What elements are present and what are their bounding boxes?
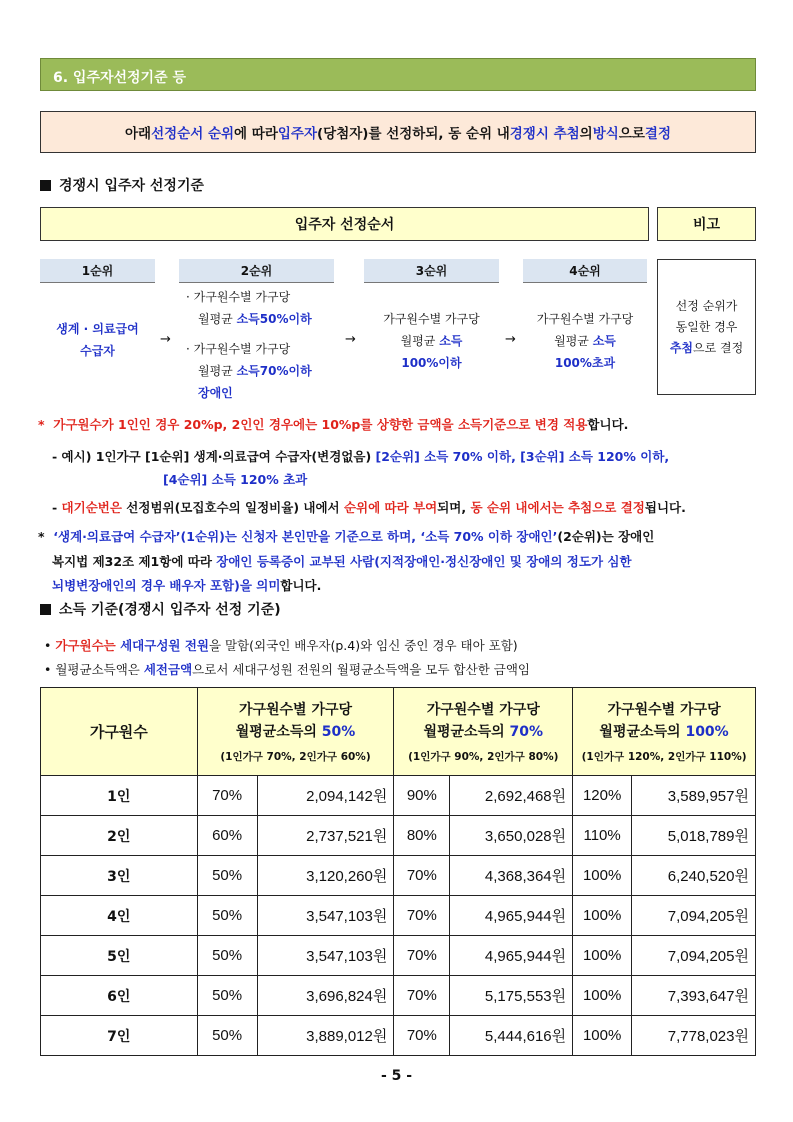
cell-amount-50: 3,120,260원 [257, 856, 394, 896]
note-definition-line2a: 복지법 제32조 제1항에 따라 [52, 554, 217, 569]
cell-pct-70: 70% [394, 896, 450, 936]
cell-amount-70: 5,175,553원 [450, 976, 573, 1016]
table-row [41, 856, 756, 896]
rank-2-b3: 소득70%이하 [236, 364, 312, 378]
cell-amount-100: 7,094,205원 [632, 936, 756, 976]
cell-pct-70: 70% [394, 1016, 450, 1056]
note-waitlist-red2: 순위에 따라 부여 [343, 500, 438, 515]
rank-1-content [40, 318, 155, 362]
note-waitlist-mid2: 되며, [437, 500, 471, 515]
col-group-50-l2b: 50% [321, 724, 356, 740]
cell-pct-50: 50% [197, 896, 257, 936]
note-waitlist-red3: 동 순위 내에서는 추첨으로 결정 [470, 500, 645, 515]
note-definition-end1: (2순위)는 장애인 [557, 529, 655, 544]
rank-2-b2: 월평균 [198, 364, 237, 378]
rank-1-line1: 생계 · 의료급여 [56, 322, 139, 336]
cell-pct-50: 50% [197, 856, 257, 896]
rank-4-label: 4순위 [523, 259, 647, 283]
note-income-adjust-red: 가구원수가 1인인 경우 20%p, 2인인 경우에는 10%p를 상향한 금액을 소득기준으로 변경 적용 [53, 417, 588, 432]
cell-household: 4인 [41, 896, 198, 936]
rank-2-label: 2순위 [179, 259, 334, 283]
rank-4-line3: 100%초과 [554, 356, 616, 370]
bullet2-a: 월평균소득액은 [55, 662, 144, 677]
rank-4-content [523, 308, 647, 374]
page-number: - 5 - [380, 1068, 413, 1084]
income-table [40, 687, 756, 1056]
rank-4-line1: 가구원수별 가구당 [536, 312, 634, 326]
cell-amount-100: 7,393,647원 [632, 976, 756, 1016]
cell-pct-100: 100% [573, 936, 632, 976]
note-definition-line2 [52, 550, 632, 573]
intro-text-5: (당첨자)를 선정하되, 동 순위 내 [317, 126, 510, 142]
cell-pct-100: 100% [573, 1016, 632, 1056]
table-row [41, 816, 756, 856]
cell-pct-50: 70% [197, 776, 257, 816]
cell-amount-100: 7,094,205원 [632, 896, 756, 936]
rank-4-line2a: 월평균 [554, 334, 593, 348]
note-definition-blue2: 장애인 등록증이 교부된 사람(지적장애인·정신장애인 및 장애의 정도가 심한 [216, 554, 632, 569]
subhead-income-criteria [40, 599, 281, 619]
bullet2-rest: 으로서 세대구성원 전원의 월평균소득액을 모두 합산한 금액임 [192, 662, 530, 677]
col-group-100-sub: (1인가구 120%, 2인가구 110%) [581, 751, 747, 763]
col-group-100-l2b: 100% [685, 724, 729, 740]
cell-pct-100: 100% [573, 896, 632, 936]
section-header: 6. 입주자선정기준 등 [40, 58, 756, 91]
cell-pct-50: 50% [197, 976, 257, 1016]
order-title: 입주자 선정순서 [40, 207, 649, 241]
cell-pct-50: 50% [197, 1016, 257, 1056]
table-header-row [41, 688, 756, 776]
intro-box [40, 111, 756, 153]
cell-pct-70: 80% [394, 816, 450, 856]
note-definition [38, 525, 654, 548]
bullet-household-members [44, 636, 518, 654]
arrow-right-icon: → [505, 332, 516, 347]
cell-amount-50: 3,547,103원 [257, 936, 394, 976]
note-title: 비고 [657, 207, 756, 241]
cell-amount-70: 3,650,028원 [450, 816, 573, 856]
cell-household: 7인 [41, 1016, 198, 1056]
arrow-right-icon: → [345, 332, 356, 347]
cell-amount-70: 4,965,944원 [450, 896, 573, 936]
rank-2-b1: · 가구원수별 가구당 [186, 342, 291, 356]
note-definition-star: * [38, 529, 45, 544]
cell-pct-70: 90% [394, 776, 450, 816]
rank-2-b4: 장애인 [198, 386, 233, 400]
subhead-selection-criteria [40, 175, 204, 195]
note-definition-line3 [52, 574, 321, 597]
col-group-70-l2b: 70% [509, 724, 544, 740]
rank-2-a2: 월평균 [198, 312, 237, 326]
bullet1-red: 가구원수는 [55, 638, 121, 653]
rank-3-line2b: 소득 [439, 334, 463, 348]
rank-3-label: 3순위 [364, 259, 499, 283]
cell-pct-70: 70% [394, 936, 450, 976]
subhead-selection-text: 경쟁시 입주자 선정기준 [59, 178, 204, 194]
col-household-size: 가구원수 [41, 688, 198, 776]
rank-2-a3: 소득50%이하 [236, 312, 312, 326]
note-definition-end2: 합니다. [280, 578, 322, 593]
intro-text-7: 의 [579, 126, 593, 142]
cell-amount-70: 2,692,468원 [450, 776, 573, 816]
note-waitlist-mid: 선정범위(모집호수의 일정비율) 내에서 [121, 500, 344, 515]
intro-text-8: 방식 [592, 126, 619, 142]
square-bullet-icon [40, 604, 51, 615]
col-group-70-l1: 가구원수별 가구당 [426, 702, 540, 718]
cell-amount-100: 6,240,520원 [632, 856, 756, 896]
cell-household: 5인 [41, 936, 198, 976]
cell-amount-50: 3,696,824원 [257, 976, 394, 1016]
note-line2: 동일한 경우 [675, 319, 738, 334]
bullet2-blue: 세전금액 [143, 662, 193, 677]
note-line3b: 으로 결정 [693, 340, 744, 355]
cell-amount-70: 4,965,944원 [450, 936, 573, 976]
intro-text-10: 결정 [644, 126, 671, 142]
cell-amount-50: 3,889,012원 [257, 1016, 394, 1056]
cell-amount-70: 5,444,616원 [450, 1016, 573, 1056]
intro-text-6: 경쟁시 추첨 [509, 126, 580, 142]
table-row [41, 936, 756, 976]
note-line3a: 추첨 [669, 340, 693, 355]
note-example-blue: [2순위] 소득 70% 이하, [3순위] 소득 120% 이하, [375, 449, 670, 464]
cell-household: 6인 [41, 976, 198, 1016]
col-group-70 [394, 688, 573, 776]
cell-amount-50: 3,547,103원 [257, 896, 394, 936]
note-definition-blue3: 뇌병변장애인의 경우 배우자 포함)을 의미 [52, 578, 281, 593]
cell-amount-100: 7,778,023원 [632, 1016, 756, 1056]
rank-1-label: 1순위 [40, 259, 155, 283]
col-group-50-l1: 가구원수별 가구당 [238, 702, 353, 718]
note-example-line2: [4순위] 소득 120% 초과 [163, 472, 308, 487]
intro-text-9: 으로 [618, 126, 645, 142]
note-waitlist-red1: 대기순번은 [61, 500, 122, 515]
rank-3-line1: 가구원수별 가구당 [383, 312, 480, 326]
note-waitlist-dash: - [52, 500, 62, 515]
cell-pct-100: 100% [573, 976, 632, 1016]
cell-amount-100: 5,018,789원 [632, 816, 756, 856]
rank-3-line2a: 월평균 [400, 334, 440, 348]
note-income-adjust [38, 413, 628, 436]
rank-4-line2b: 소득 [592, 334, 616, 348]
cell-amount-50: 2,094,142원 [257, 776, 394, 816]
cell-amount-70: 4,368,364원 [450, 856, 573, 896]
intro-text-1: 아래 [125, 126, 152, 142]
col-group-100-l1: 가구원수별 가구당 [607, 702, 721, 718]
rank-3-content [364, 308, 499, 374]
cell-household: 3인 [41, 856, 198, 896]
rank-2-content [186, 286, 346, 404]
intro-text-2: 선정순서 순위 [151, 126, 235, 142]
col-group-100-l2a: 월평균소득의 [599, 724, 686, 740]
cell-pct-50: 50% [197, 936, 257, 976]
note-waitlist-end: 됩니다. [644, 500, 686, 515]
table-row [41, 896, 756, 936]
note-income-adjust-end: 합니다. [587, 417, 629, 432]
cell-amount-50: 2,737,521원 [257, 816, 394, 856]
bullet-monthly-income [44, 660, 530, 678]
col-group-50 [197, 688, 394, 776]
cell-amount-100: 3,589,957원 [632, 776, 756, 816]
rank-1-line2: 수급자 [80, 344, 115, 358]
cell-pct-70: 70% [394, 856, 450, 896]
cell-pct-100: 110% [573, 816, 632, 856]
cell-pct-100: 100% [573, 856, 632, 896]
square-bullet-icon [40, 180, 51, 191]
cell-household: 2인 [41, 816, 198, 856]
cell-household: 1인 [41, 776, 198, 816]
note-example-text: - 예시) 1인가구 [1순위] 생계·의료급여 수급자(변경없음) [52, 449, 376, 464]
bullet1-blue: 세대구성원 전원 [120, 638, 209, 653]
bullet-dot-icon: • [44, 662, 52, 677]
col-group-70-sub: (1인가구 90%, 2인가구 80%) [408, 751, 559, 763]
intro-text-3: 에 따라 [234, 126, 278, 142]
bullet1-rest: 을 말함(외국인 배우자(p.4)와 임신 중인 경우 태아 포함) [208, 638, 518, 653]
table-row [41, 976, 756, 1016]
cell-pct-100: 120% [573, 776, 632, 816]
subhead-income-text: 소득 기준(경쟁시 입주자 선정 기준) [59, 602, 281, 618]
cell-pct-70: 70% [394, 976, 450, 1016]
note-definition-blue1: ‘생계·의료급여 수급자’(1순위)는 신청자 본인만을 기준으로 하며, ‘소득 70% 이하 장애인’ [53, 529, 558, 544]
note-waitlist [52, 496, 686, 519]
arrow-right-icon: → [160, 332, 171, 347]
intro-text-4: 입주자 [277, 126, 317, 142]
rank-3-line3: 100%이하 [401, 356, 462, 370]
note-star: * [38, 417, 45, 432]
note-box [657, 259, 756, 395]
table-row [41, 1016, 756, 1056]
col-group-100 [573, 688, 756, 776]
col-group-50-sub: (1인가구 70%, 2인가구 60%) [220, 751, 371, 763]
col-group-50-l2a: 월평균소득의 [235, 724, 322, 740]
table-row [41, 776, 756, 816]
cell-pct-50: 60% [197, 816, 257, 856]
note-example [52, 445, 669, 468]
note-line1: 선정 순위가 [675, 298, 738, 313]
bullet-dot-icon: • [44, 638, 52, 653]
col-group-70-l2a: 월평균소득의 [423, 724, 510, 740]
rank-2-a1: · 가구원수별 가구당 [186, 290, 291, 304]
